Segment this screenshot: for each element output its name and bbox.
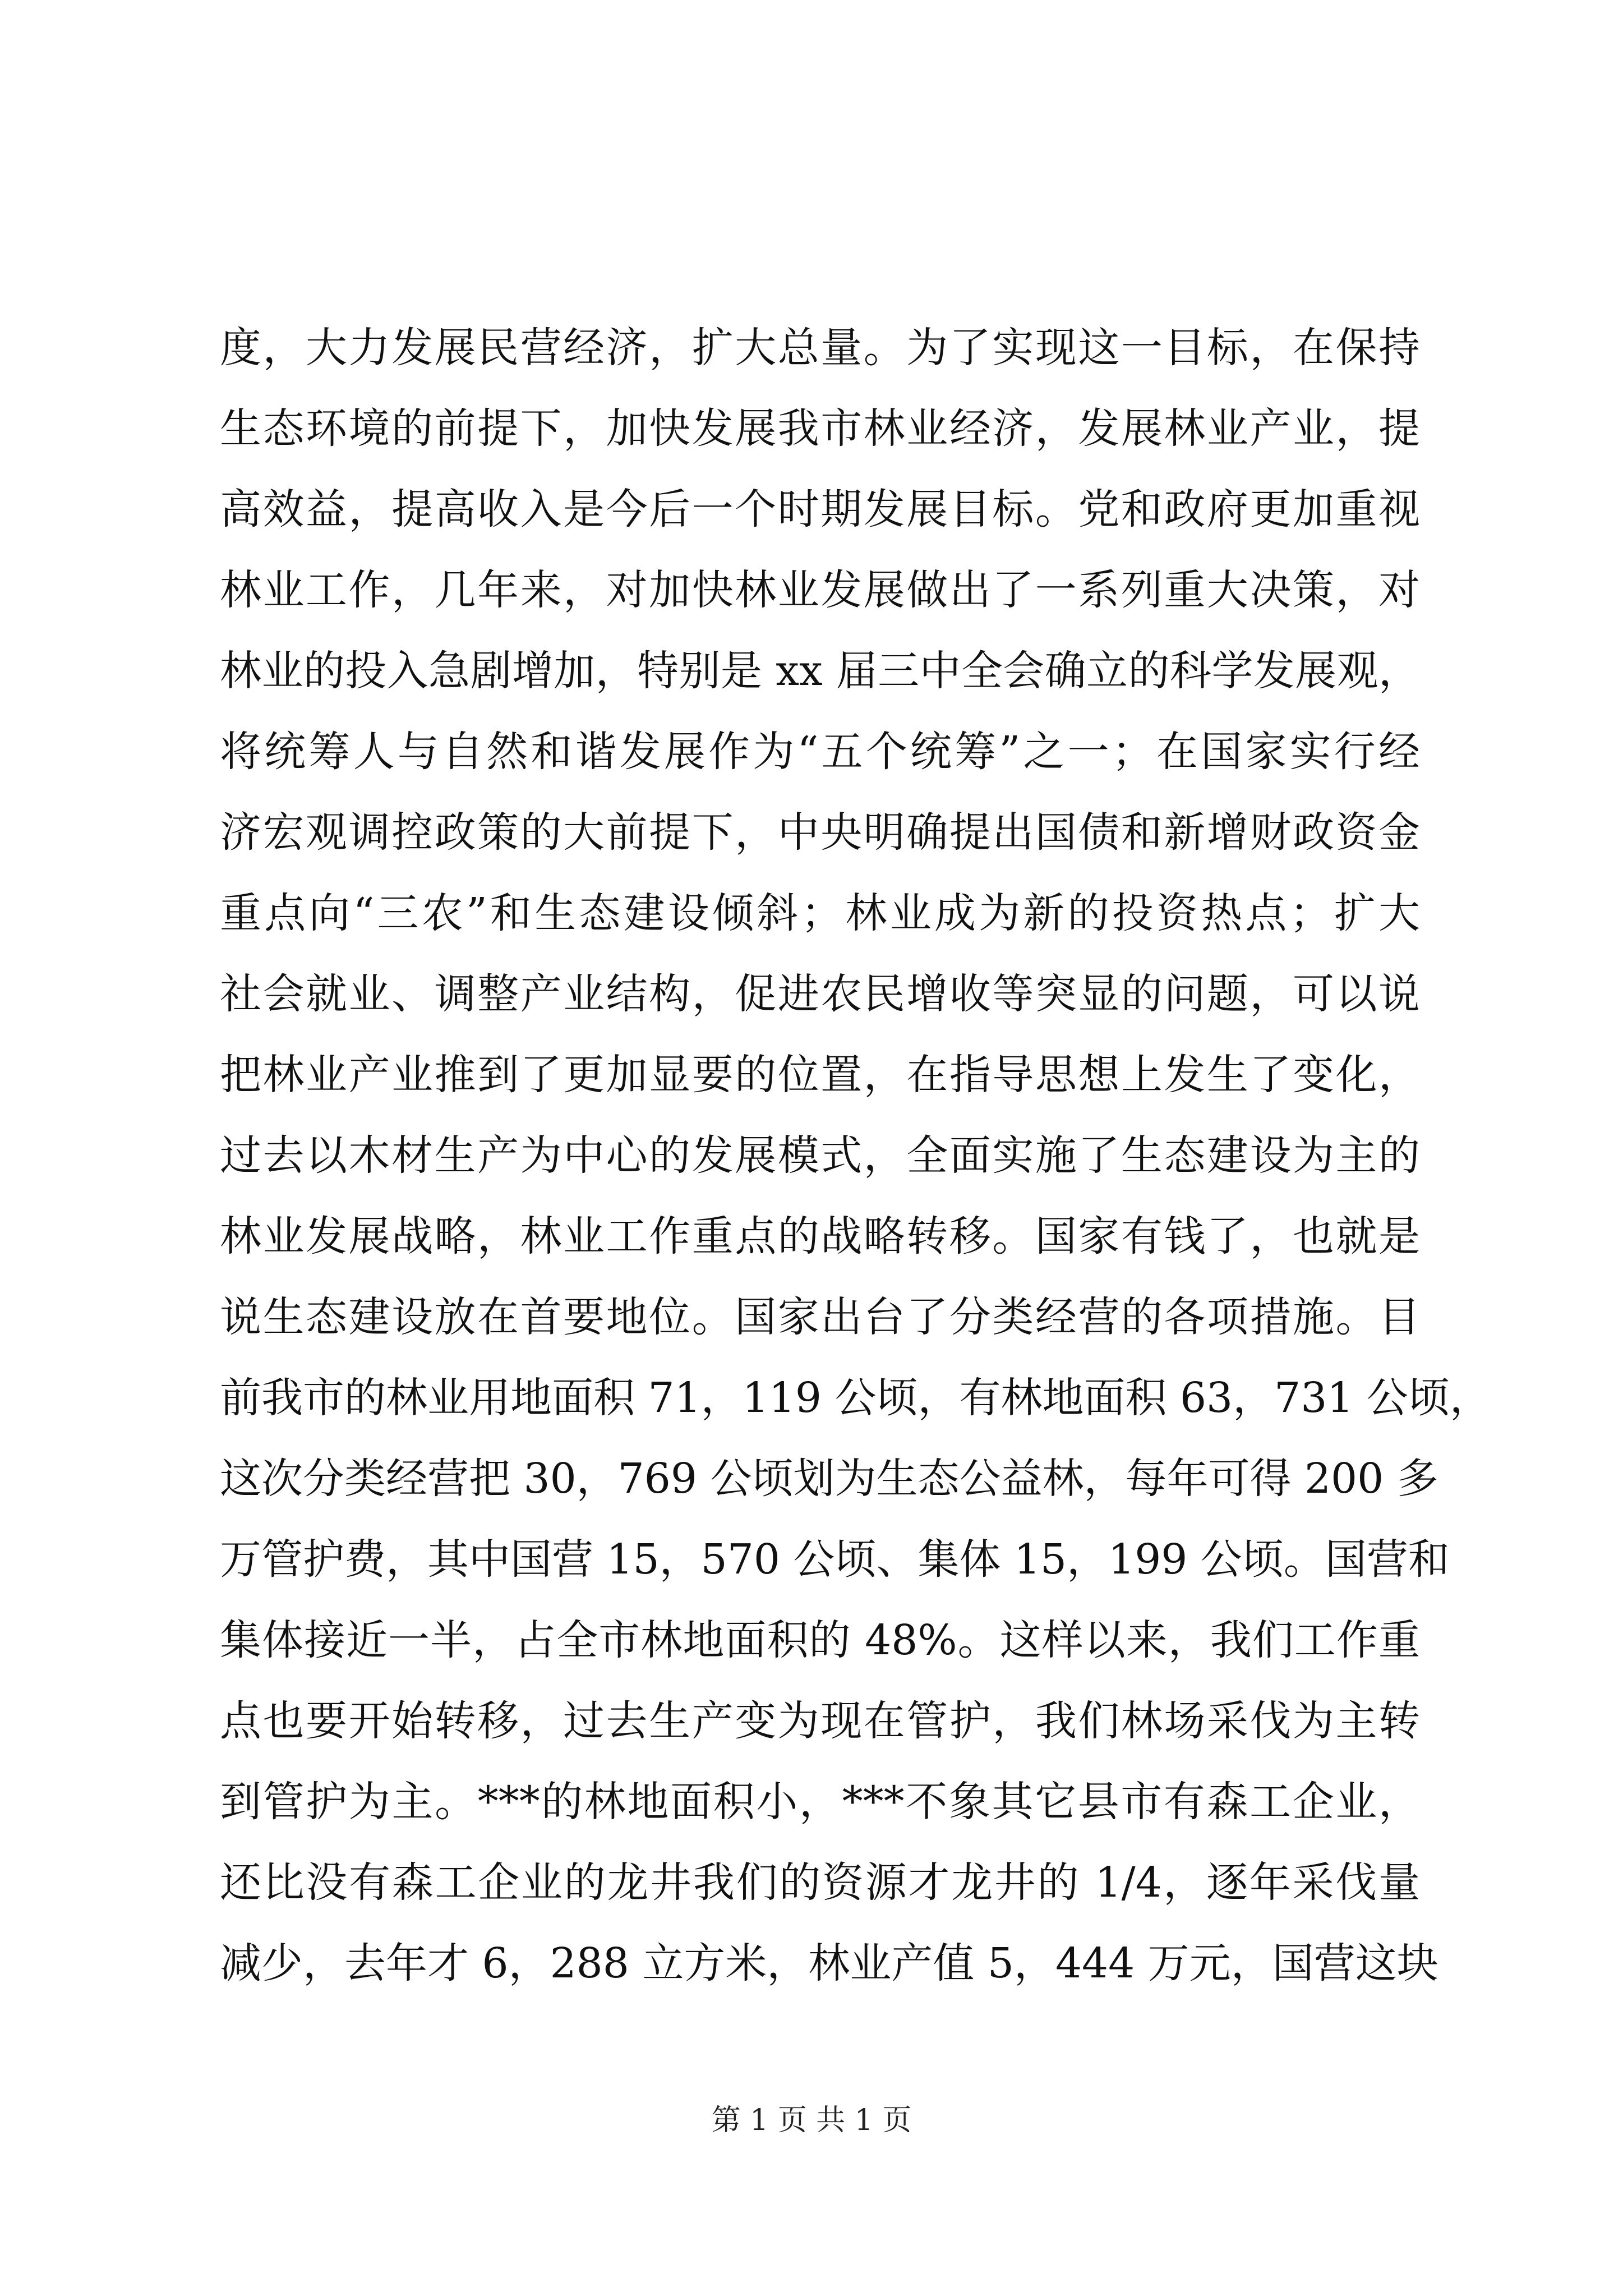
text-line: 重点向“三农”和生态建设倾斜；林业成为新的投资热点；扩大 bbox=[220, 889, 1420, 937]
text-line: 前我市的林业用地面积 71，119 公顷，有林地面积 63，731 公顷， bbox=[220, 1374, 1491, 1422]
text-line: 把林业产业推到了更加显要的位置，在指导思想上发生了变化， bbox=[220, 1051, 1420, 1099]
text-line: 减少，去年才 6，288 立方米，林业产值 5，444 万元，国营这块 bbox=[220, 1939, 1438, 1987]
text-line: 度，大力发展民营经济，扩大总量。为了实现这一目标，在保持 bbox=[220, 324, 1420, 372]
text-line: 林业发展战略，林业工作重点的战略转移。国家有钱了，也就是 bbox=[220, 1212, 1420, 1260]
text-line: 林业的投入急剧增加，特别是 xx 届三中全会确立的科学发展观， bbox=[220, 647, 1420, 695]
text-line: 将统筹人与自然和谐发展作为“五个统筹”之一；在国家实行经 bbox=[220, 728, 1420, 776]
text-line: 生态环境的前提下，加快发展我市林业经济，发展林业产业，提 bbox=[220, 404, 1420, 453]
text-line: 点也要开始转移，过去生产变为现在管护，我们林场采伐为主转 bbox=[220, 1697, 1420, 1745]
text-line: 济宏观调控政策的大前提下，中央明确提出国债和新增财政资金 bbox=[220, 808, 1420, 857]
text-line: 说生态建设放在首要地位。国家出台了分类经营的各项措施。目 bbox=[220, 1293, 1420, 1341]
text-line: 高效益，提高收入是今后一个时期发展目标。党和政府更加重视 bbox=[220, 485, 1420, 533]
text-line: 过去以木材生产为中心的发展模式，全面实施了生态建设为主的 bbox=[220, 1131, 1420, 1180]
text-line: 还比没有森工企业的龙井我们的资源才龙井的 1/4，逐年采伐量 bbox=[220, 1858, 1420, 1907]
page-footer: 第 1 页 共 1 页 bbox=[711, 2104, 912, 2137]
body-text bbox=[220, 307, 1491, 2004]
text-line: 到管护为主。***的林地面积小，***不象其它县市有森工企业， bbox=[220, 1778, 1420, 1826]
text-line: 万管护费，其中国营 15，570 公顷、集体 15，199 公顷。国营和 bbox=[220, 1535, 1450, 1584]
text-line: 集体接近一半，占全市林地面积的 48%。这样以来，我们工作重 bbox=[220, 1616, 1420, 1664]
text-line: 林业工作，几年来，对加快林业发展做出了一系列重大决策，对 bbox=[220, 566, 1420, 614]
text-line: 这次分类经营把 30，769 公顷划为生态公益林，每年可得 200 多 bbox=[220, 1455, 1438, 1503]
text-line: 社会就业、调整产业结构，促进农民增收等突显的问题，可以说 bbox=[220, 970, 1420, 1018]
